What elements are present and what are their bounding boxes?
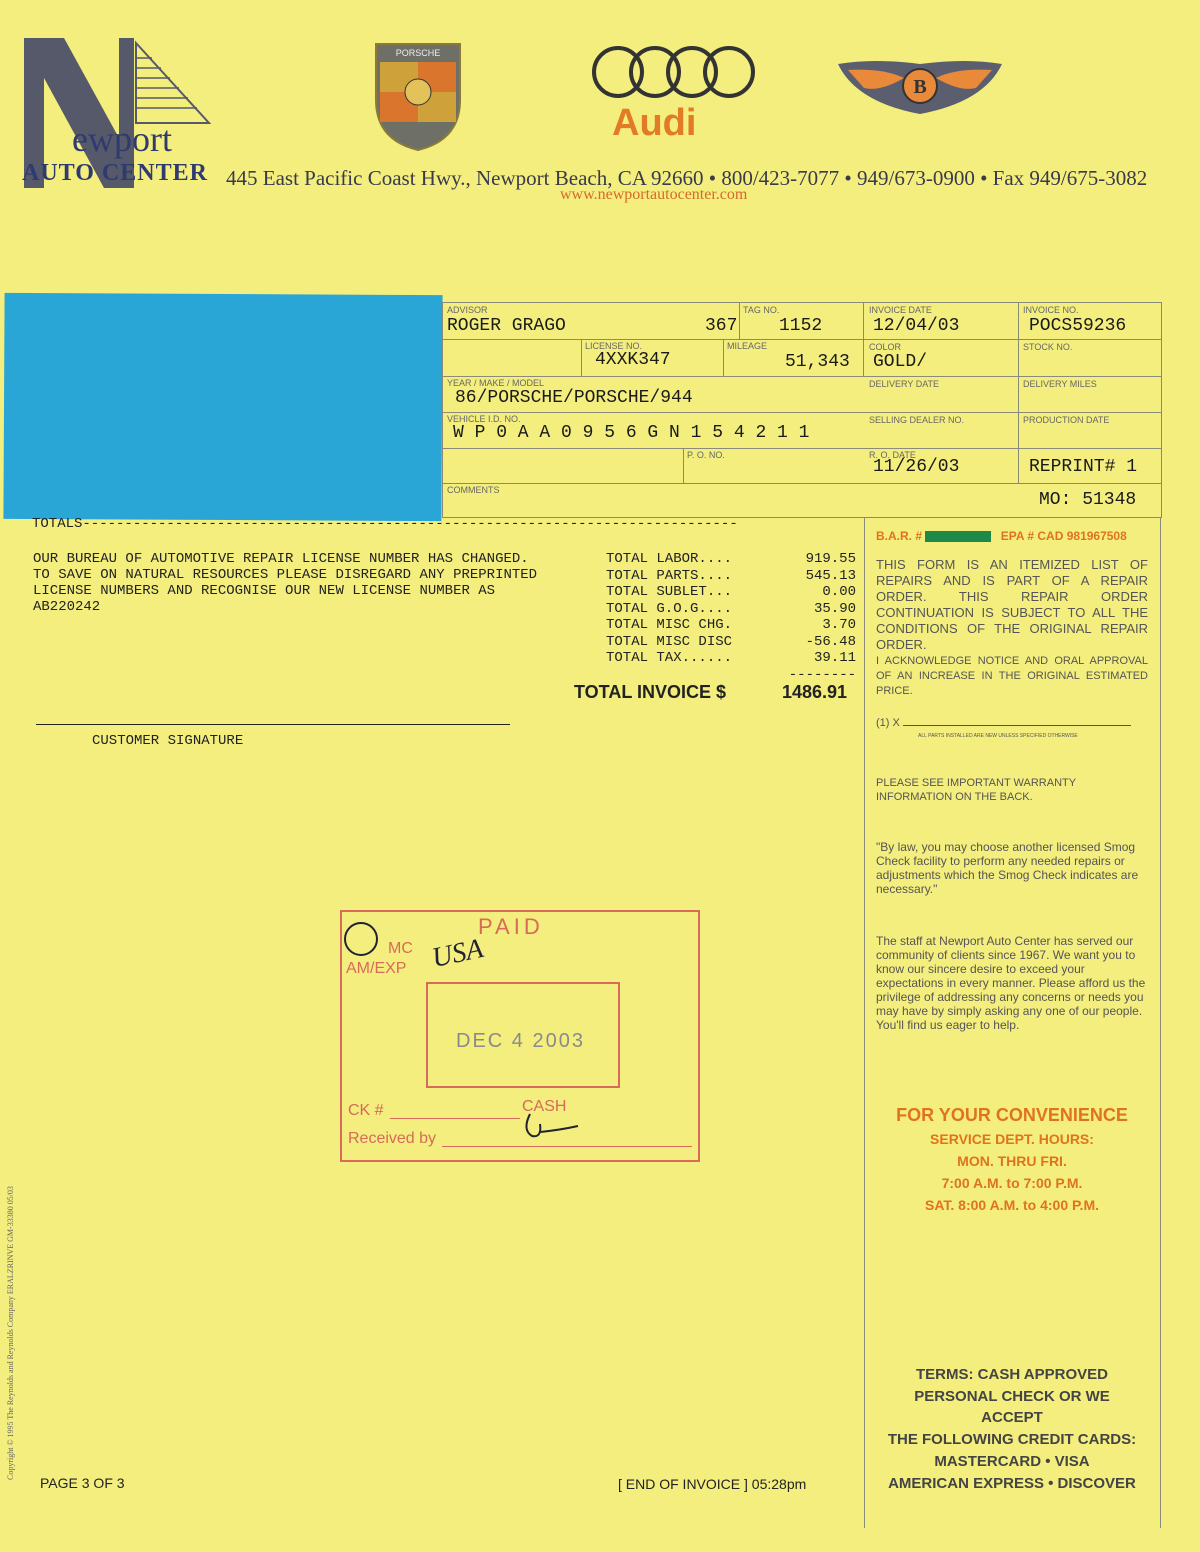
- grand-total-value: 1486.91: [782, 682, 848, 702]
- service-hours-label: SERVICE DEPT. HOURS:: [930, 1131, 1094, 1147]
- stamp-paid: PAID: [478, 914, 544, 939]
- right-border: [1160, 518, 1161, 1528]
- label-invoice-no: INVOICE NO.: [1023, 305, 1079, 315]
- advisor-value: ROGER GRAGO: [447, 316, 566, 336]
- approval-sign-x: (1) X: [876, 716, 1148, 730]
- totals-dash-row: --------: [788, 666, 856, 683]
- label-delivery-date: DELIVERY DATE: [869, 379, 940, 389]
- warranty-notice: PLEASE SEE IMPORTANT WARRANTY INFORMATION ON THE BACK.: [876, 777, 1076, 803]
- end-of-invoice: [ END OF INVOICE ] 05:28pm: [618, 1476, 807, 1492]
- totals-row: TOTAL LABOR.... 919.55: [606, 551, 856, 567]
- label-advisor: ADVISOR: [447, 305, 488, 315]
- label-tag-no: TAG NO.: [743, 305, 780, 315]
- totals-row: TOTAL MISC CHG. 3.70: [606, 617, 856, 633]
- paid-stamp: [340, 910, 700, 1162]
- saturday-hours: SAT. 8:00 A.M. to 4:00 P.M.: [924, 1197, 1099, 1213]
- bar-epa-line: [876, 529, 1148, 543]
- convenience-title: FOR YOUR CONVENIENCE: [896, 1105, 1128, 1125]
- totals-row: TOTAL SUBLET... 0.00: [606, 584, 856, 600]
- porsche-crest-icon: [372, 40, 464, 152]
- brand-name: AUTO CENTER: [22, 160, 208, 186]
- stamp-ck: CK #: [348, 1102, 384, 1119]
- label-mileage: MILEAGE: [727, 341, 768, 351]
- service-days: MON. THRU FRI.: [957, 1153, 1067, 1169]
- vin-value: W P 0 A A 0 9 5 6 G N 1 5 4 2 1 1: [453, 423, 810, 443]
- totals-table: [606, 551, 856, 683]
- payment-terms: TERMS: CASH APPROVED PERSONAL CHECK OR WE ACCEPT THE FOLLOWING CREDIT CARDS: MASTERCARD • VISA AMERICAN EXPRESS • DISCOVER: [887, 1366, 1137, 1492]
- label-po-no: P. O. NO.: [687, 450, 725, 460]
- bentley-wings-icon: [834, 52, 1006, 122]
- acknowledge-notice: I ACKNOWLEDGE NOTICE AND ORAL APPROVAL OF AN INCREASE IN THE ORIGINAL ESTIMATED PRICE.: [876, 655, 1148, 697]
- blue-sticker: [3, 293, 442, 521]
- advisor-number: 367: [705, 316, 738, 336]
- label-vin: VEHICLE I.D. NO.: [447, 414, 521, 424]
- stamp-received-line: [442, 1146, 692, 1147]
- label-production-date: PRODUCTION DATE: [1023, 415, 1110, 425]
- totals-row: TOTAL MISC DISC -56.48: [606, 633, 856, 650]
- audi-label: Audi: [612, 102, 697, 144]
- porsche-text: PORSCHE: [395, 48, 441, 58]
- stamp-cash: CASH: [522, 1098, 567, 1115]
- stamp-ck-line: [390, 1118, 520, 1119]
- tag-no-value: 1152: [779, 316, 823, 336]
- parts-note: ALL PARTS INSTALLED ARE NEW UNLESS SPECIFIED OTHERWISE: [918, 733, 1078, 739]
- mileage-value: 51,343: [785, 352, 850, 372]
- customer-signature-label: CUSTOMER SIGNATURE: [92, 733, 244, 749]
- logo-word: ewport: [72, 119, 172, 159]
- dealer-address: 445 East Pacific Coast Hwy., Newport Beach, CA 92660 • 800/423-7077 • 949/673-0900 • Fax 949/675-3082: [226, 166, 1148, 190]
- bentley-letter: B: [913, 76, 927, 98]
- color-value: GOLD/: [873, 352, 928, 372]
- stamp-am-exp: AM/EXP: [346, 960, 407, 977]
- totals-row: TOTAL G.O.G.... 35.90: [606, 600, 856, 617]
- license-notice: OUR BUREAU OF AUTOMOTIVE REPAIR LICENSE NUMBER HAS CHANGED. TO SAVE ON NATURAL RESOURCES PLEASE DISREGARD ANY PREPRINTED LICENSE NUMBERS AND RECOGNISE OUR NEW LICENSE NUMBER AS AB220242: [33, 551, 538, 615]
- label-ro-date: R. O. DATE: [869, 450, 916, 460]
- label-invoice-date: INVOICE DATE: [869, 305, 932, 315]
- totals-header: TOTALS------------------------------------------------------------------------------: [32, 516, 738, 532]
- column-divider: [864, 518, 865, 1528]
- invoice-date-value: 12/04/03: [873, 316, 960, 336]
- totals-row: TOTAL PARTS.... 545.13: [606, 567, 856, 584]
- audi-rings-icon: [588, 44, 760, 100]
- label-year-make-model: YEAR / MAKE / MODEL: [447, 378, 545, 388]
- signature-line: [36, 724, 510, 725]
- label-stock-no: STOCK NO.: [1023, 342, 1073, 352]
- copyright-notice: Copyright © 1995 The Reynolds and Reynolds Company ERALZRINVE GM-33380 05/03: [6, 1186, 15, 1480]
- totals-row: TOTAL TAX...... 39.11: [606, 650, 856, 666]
- staff-message: The staff at Newport Auto Center has served our community of clients since 1967. We want you to know our sincere desire to exceed your expectations in every manner. Please afford us the privilege of addressing any concerns or needs you may have by simply asking any one of our people. You'll find us eager to help.: [876, 934, 1146, 1032]
- itemized-notice: THIS FORM IS AN ITEMIZED LIST OF REPAIRS AND IS PART OF A REPAIR ORDER. THIS REPAIR ORDER CONTINUATION IS SUBJECT TO ALL THE CONDITIONS OF THE ORIGINAL REPAIR ORDER.: [876, 557, 1148, 652]
- ro-date-value: 11/26/03: [873, 457, 960, 477]
- mo-value: MO: 51348: [1039, 490, 1137, 510]
- dealer-website: www.newportautocenter.com: [560, 186, 748, 203]
- epa-number: EPA # CAD 981967508: [1000, 529, 1127, 543]
- handwritten-card-type: USA: [429, 933, 486, 975]
- page-number: PAGE 3 OF 3: [40, 1475, 125, 1491]
- smog-notice: "By law, you may choose another licensed Smog Check facility to perform any needed repairs or adjustments which the Smog Check indicates are necessary.": [876, 840, 1139, 896]
- label-comments: COMMENTS: [447, 485, 500, 495]
- bar-number: B.A.R. #: [876, 529, 923, 543]
- redacted-bar-number: [925, 531, 991, 542]
- license-no-value: 4XXK347: [595, 350, 671, 370]
- label-color: COLOR: [869, 342, 902, 352]
- handwritten-initial: [520, 1108, 580, 1142]
- invoice-header-form: [442, 302, 1162, 518]
- stamp-mc: MC: [388, 940, 413, 957]
- label-selling-dealer-no: SELLING DEALER NO.: [869, 415, 965, 425]
- label-license-no: LICENSE NO.: [585, 341, 643, 351]
- handwritten-circle: [344, 922, 378, 956]
- year-make-model-value: 86/PORSCHE/PORSCHE/944: [455, 388, 693, 408]
- label-delivery-miles: DELIVERY MILES: [1023, 379, 1097, 389]
- stamp-received-by: Received by: [348, 1130, 437, 1147]
- stamp-date: DEC 4 2003: [456, 1030, 585, 1052]
- invoice-no-value: POCS59236: [1029, 316, 1127, 336]
- service-time: 7:00 A.M. to 7:00 P.M.: [941, 1175, 1083, 1191]
- reprint-value: REPRINT# 1: [1029, 457, 1138, 477]
- grand-total-label: TOTAL INVOICE $: [574, 682, 727, 702]
